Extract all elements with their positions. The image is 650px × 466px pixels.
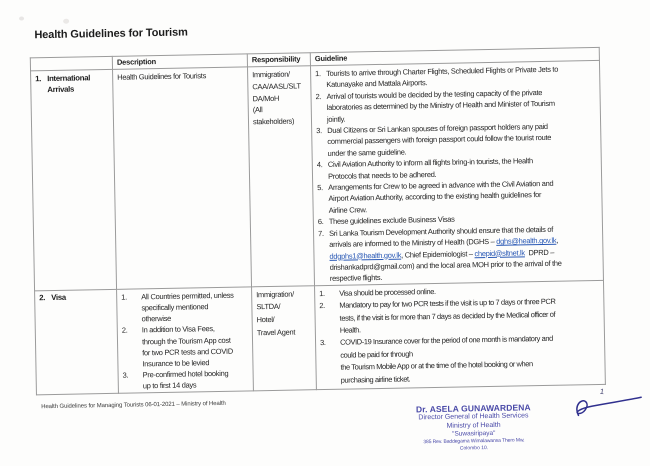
list-item [320,332,601,387]
list-item-text: Tourists to arrive through Charter Flights, Scheduled Flights or Private Jets to Katunayake and Mattala Airports. [326,64,559,90]
guideline-cell [310,60,603,285]
list-item-text: COVID-19 Insurance cover for the period of one month is mandatory and could be paid for through the Tourism Mobile App or at the time of the hotel booking or when purchasing airline ticket. [339,334,553,385]
stamp-ministry: Ministry of Health [446,421,501,430]
item-name: International Arrivals [47,73,91,95]
list-item [316,120,597,159]
list-item-number: 2. [319,301,325,311]
item-label [39,292,112,302]
list-item-number: 1. [319,288,325,298]
item-label [35,72,108,96]
email-link[interactable]: ddgphs1@health.gov.lk [329,250,402,261]
list-item-number: 1. [315,69,321,79]
description-text: Health Guidelines for Tourists [117,71,207,82]
list-item [122,323,249,370]
list-item-text: Civil Aviation Authority to inform all flights bring-in tourists, the Health Protocols that needs to be adhered. [327,156,533,181]
list-item-number: 6. [317,217,324,227]
list-item-text: Visa should be processed online. [339,286,436,298]
column-header-description: Description [112,54,247,69]
stamp-address: 385 Rev. Baddegama Wimalawansa Thero Mw, [423,437,525,446]
health-ministry-stamp [383,402,564,453]
list-item [315,86,596,125]
list-item-number: 2. [121,325,128,336]
list-item-number: 1. [121,292,127,302]
scan-speck [63,19,69,24]
scan-speck [19,16,24,20]
stamp-name: Dr. ASELA GUNAWARDENA [415,402,531,415]
list-item-text: Arrival of tourists would be decided by the testing capacity of the private laboratories as determined by the Ministry of Health and Minister of Tourism jointly. [326,87,555,124]
stamp-city: Colombo 10. [459,444,489,452]
page-number: 1 [599,386,605,397]
document-title: Health Guidelines for Tourism [34,26,188,42]
list-item-text: In addition to Visa Fees, through the Tourism App cost for two PCR tests and COVID Insurance to be levied [141,324,233,369]
list-item-text: Sri Lanka Tourism Development Authority should ensure that the details of arrivals are informed to the Ministry of Health (DGHS – dghs@health.gov.lk, ddgphs1@health.gov.lk, Chief Epidemiologist – chepid@sltnet.lk DPRD – drishankadprd@gmail.com) and the local area MOH prior to the arrival of the respective flights. [328,224,562,284]
list-item-number: 3. [316,126,322,136]
column-header-guideline: Guideline [310,47,599,65]
list-item [123,368,249,393]
guidelines-table [30,47,606,395]
list-item-text: These guidelines exclude Business Visas [328,214,455,227]
list-item-text: Pre-confirmed hotel booking up to first 14 days [142,368,229,391]
list-item-text: Dual Citizens or Sri Lankan spouses of foreign passport holders any paid commercial passengers with foreign passport could follow the tourist route under the same guideline. [327,121,552,158]
stamp-designation: Director General of Health Services [418,412,529,422]
stamp-building: "Suwasiripaya" [452,429,496,438]
table-row [31,60,604,290]
email-link[interactable]: chepid@sltnet.lk [474,247,525,258]
signature-icon [569,392,646,423]
item-number: 1. [35,74,42,84]
description-cell [117,287,254,393]
list-item-number: 3. [319,338,326,348]
column-header-responsibility: Responsibility [247,53,310,67]
footer-note: Health Guidelines for Managing Tourists 06-01-2021 – Ministry of Health [41,400,226,411]
list-item-number: 4. [316,160,323,170]
responsibility-cell: Immigration/ CAA/AASL/SLT DA/MoH (All stakeholders) [247,66,314,287]
email-link[interactable]: dghs@health.gov.lk [496,235,557,246]
table-row [35,280,606,394]
list-item [317,177,598,216]
list-item [319,295,600,337]
guideline-cell [315,280,606,389]
list-item [121,289,248,325]
item-number: 2. [39,292,46,302]
list-item-number: 2. [315,91,322,101]
item-name: Visa [51,292,66,302]
description-cell [113,67,252,289]
list-item-text: Arrangements for Crew to be agreed in advance with the Civil Aviation and Airport Aviation Authority, according to the existing health guidelines for Airline Crew. [328,178,554,215]
list-item [318,223,599,285]
responsibility-cell: Immigration/ SLTDA/ Hotel/ Travel Agent [252,285,317,390]
list-item-number: 7. [317,228,324,238]
item-cell [31,69,117,290]
list-item-text: Mandatory to pay for two PCR tests if the visit is up to 7 days or three PCR tests, if the visit is for more than 7 days as decided by the Medical officer of Health. [339,296,556,335]
list-item-text: All Countries permitted, unless specifically mentioned otherwise [141,290,234,324]
item-cell [35,289,119,394]
list-item-number: 5. [317,183,323,193]
list-item-number: 3. [122,370,129,380]
guidelines-table-body [31,60,606,397]
